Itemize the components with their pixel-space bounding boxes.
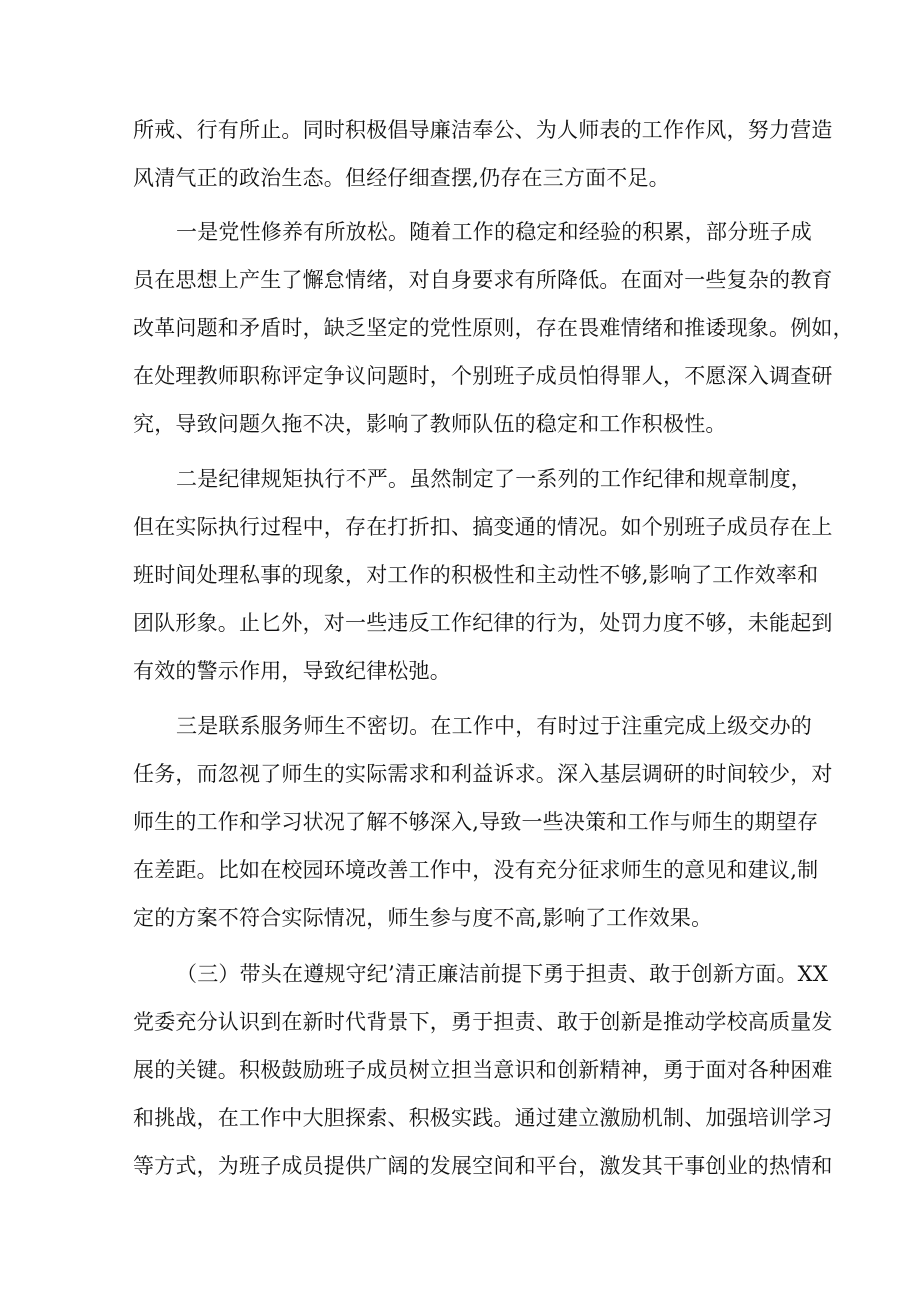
text-line: 改革问题和矛盾时，缺乏坚定的党性原则，存在畏难情绪和推诿现象。例如， xyxy=(133,316,854,340)
text-line: 展的关键。积极鼓励班子成员树立担当意识和创新精神，勇于面对各种困难 xyxy=(133,1058,833,1082)
text-line: 定的方案不符合实际情况，师生参与度不高,影响了工作效果。 xyxy=(133,906,713,930)
text-line: 但在实际执行过程中，存在打折扣、搞变通的情况。如个别班子成员存在上 xyxy=(133,515,833,539)
text-line: 在处理教师职称评定争议问题时，个别班子成员怕得罪人，不愿深入调查研 xyxy=(133,364,833,388)
text-line: 任务，而忽视了师生的实际需求和利益诉求。深入基层调研的时间较少，对 xyxy=(133,762,833,786)
text-line: 风清气正的政治生态。但经仔细查摆,仍存在三方面不足。 xyxy=(133,166,670,190)
text-line: 在差距。比如在校园环境改善工作中，没有充分征求师生的意见和建议,制 xyxy=(133,858,819,882)
paragraph-first-line: 一是党性修养有所放松。随着工作的稳定和经验的积累，部分班子成 xyxy=(176,220,812,244)
text-line: 和挑战，在工作中大胆探索、积极实践。通过建立激励机制、加强培训学习 xyxy=(133,1106,833,1130)
text-line: 师生的工作和学习状况了解不够深入,导致一些决策和工作与师生的期望存 xyxy=(133,810,819,834)
text-line: 员在思想上产生了懈怠情绪，对自身要求有所降低。在面对一些复杂的教育 xyxy=(133,268,833,292)
text-line: 所戒、行有所止。同时积极倡导廉洁奉公、为人师表的工作作风，努力营造 xyxy=(133,118,833,142)
text-line: 有效的警示作用，导致纪律松弛。 xyxy=(133,659,451,683)
paragraph-first-line: 二是纪律规矩执行不严。虽然制定了一系列的工作纪律和规章制度， xyxy=(176,467,812,491)
text-line: 等方式，为班子成员提供广阔的发展空间和平台，激发其干事创业的热情和 xyxy=(133,1154,833,1178)
text-line: 团队形象。止匕外，对一些违反工作纪律的行为，处罚力度不够，未能起到 xyxy=(133,611,833,635)
text-line: 究，导致问题久拖不决，影响了教师队伍的稳定和工作积极性。 xyxy=(133,412,727,436)
text-line: 党委充分认识到在新时代背景下，勇于担责、敢于创新是推动学校高质量发 xyxy=(133,1010,833,1034)
text-line: 班时间处理私事的现象，对工作的积极性和主动性不够,影响了工作效率和 xyxy=(133,563,819,587)
paragraph-first-line: 三是联系服务师生不密切。在工作中，有时过于注重完成上级交办的 xyxy=(176,714,812,738)
section-heading-line: （三）带头在遵规守纪’清正廉洁前提下勇于担责、敢于创新方面。XX xyxy=(176,962,828,986)
